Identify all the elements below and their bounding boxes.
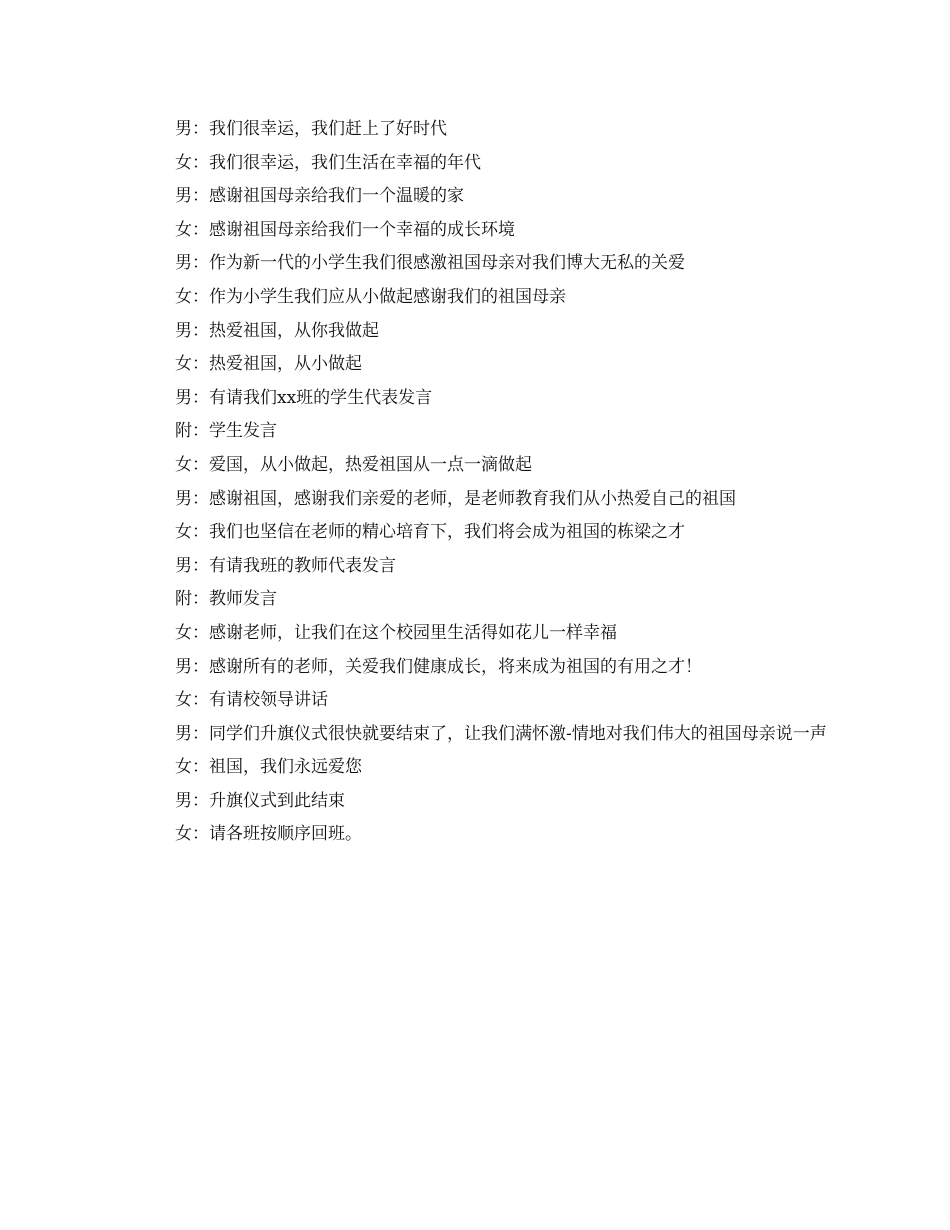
script-line-7: 男：热爱祖国，从你我做起 [175, 320, 379, 341]
script-line-19: 男：同学们升旗仪式很快就要结束了，让我们满怀激-情地对我们伟大的祖国母亲说一声 [175, 723, 827, 744]
script-line-6: 女：作为小学生我们应从小做起感谢我们的祖国母亲 [175, 286, 566, 307]
script-line-17: 男：感谢所有的老师，关爱我们健康成长，将来成为祖国的有用之才！ [175, 656, 702, 677]
script-line-10: 附：学生发言 [175, 421, 277, 442]
script-line-2: 女：我们很幸运，我们生活在幸福的年代 [175, 152, 481, 173]
script-line-18: 女：有请校领导讲话 [175, 690, 328, 711]
script-line-13: 女：我们也坚信在老师的精心培育下，我们将会成为祖国的栋梁之才 [175, 522, 685, 543]
script-line-1: 男：我们很幸运，我们赶上了好时代 [175, 119, 447, 139]
script-line-22: 女：请各班按顺序回班。 [175, 824, 362, 845]
script-line-11: 女：爱国，从小做起，热爱祖国从一点一滴做起 [175, 454, 532, 475]
script-line-4: 女：感谢祖国母亲给我们一个幸福的成长环境 [175, 219, 515, 240]
script-line-21: 男：升旗仪式到此结束 [175, 790, 345, 811]
script-line-15: 附：教师发言 [175, 589, 277, 610]
script-line-16: 女：感谢老师，让我们在这个校园里生活得如花儿一样幸福 [175, 622, 617, 643]
script-line-9: 男：有请我们xx班的学生代表发言 [175, 387, 433, 408]
script-line-3: 男：感谢祖国母亲给我们一个温暖的家 [175, 186, 464, 207]
script-line-12: 男：感谢祖国，感谢我们亲爱的老师，是老师教育我们从小热爱自己的祖国 [175, 488, 736, 509]
script-line-14: 男：有请我班的教师代表发言 [175, 555, 396, 576]
script-line-8: 女：热爱祖国，从小做起 [175, 354, 362, 375]
script-line-20: 女：祖国，我们永远爱您 [175, 757, 362, 778]
script-line-5: 男：作为新一代的小学生我们很感激祖国母亲对我们博大无私的关爱 [175, 253, 685, 274]
script-body [139, 113, 829, 852]
